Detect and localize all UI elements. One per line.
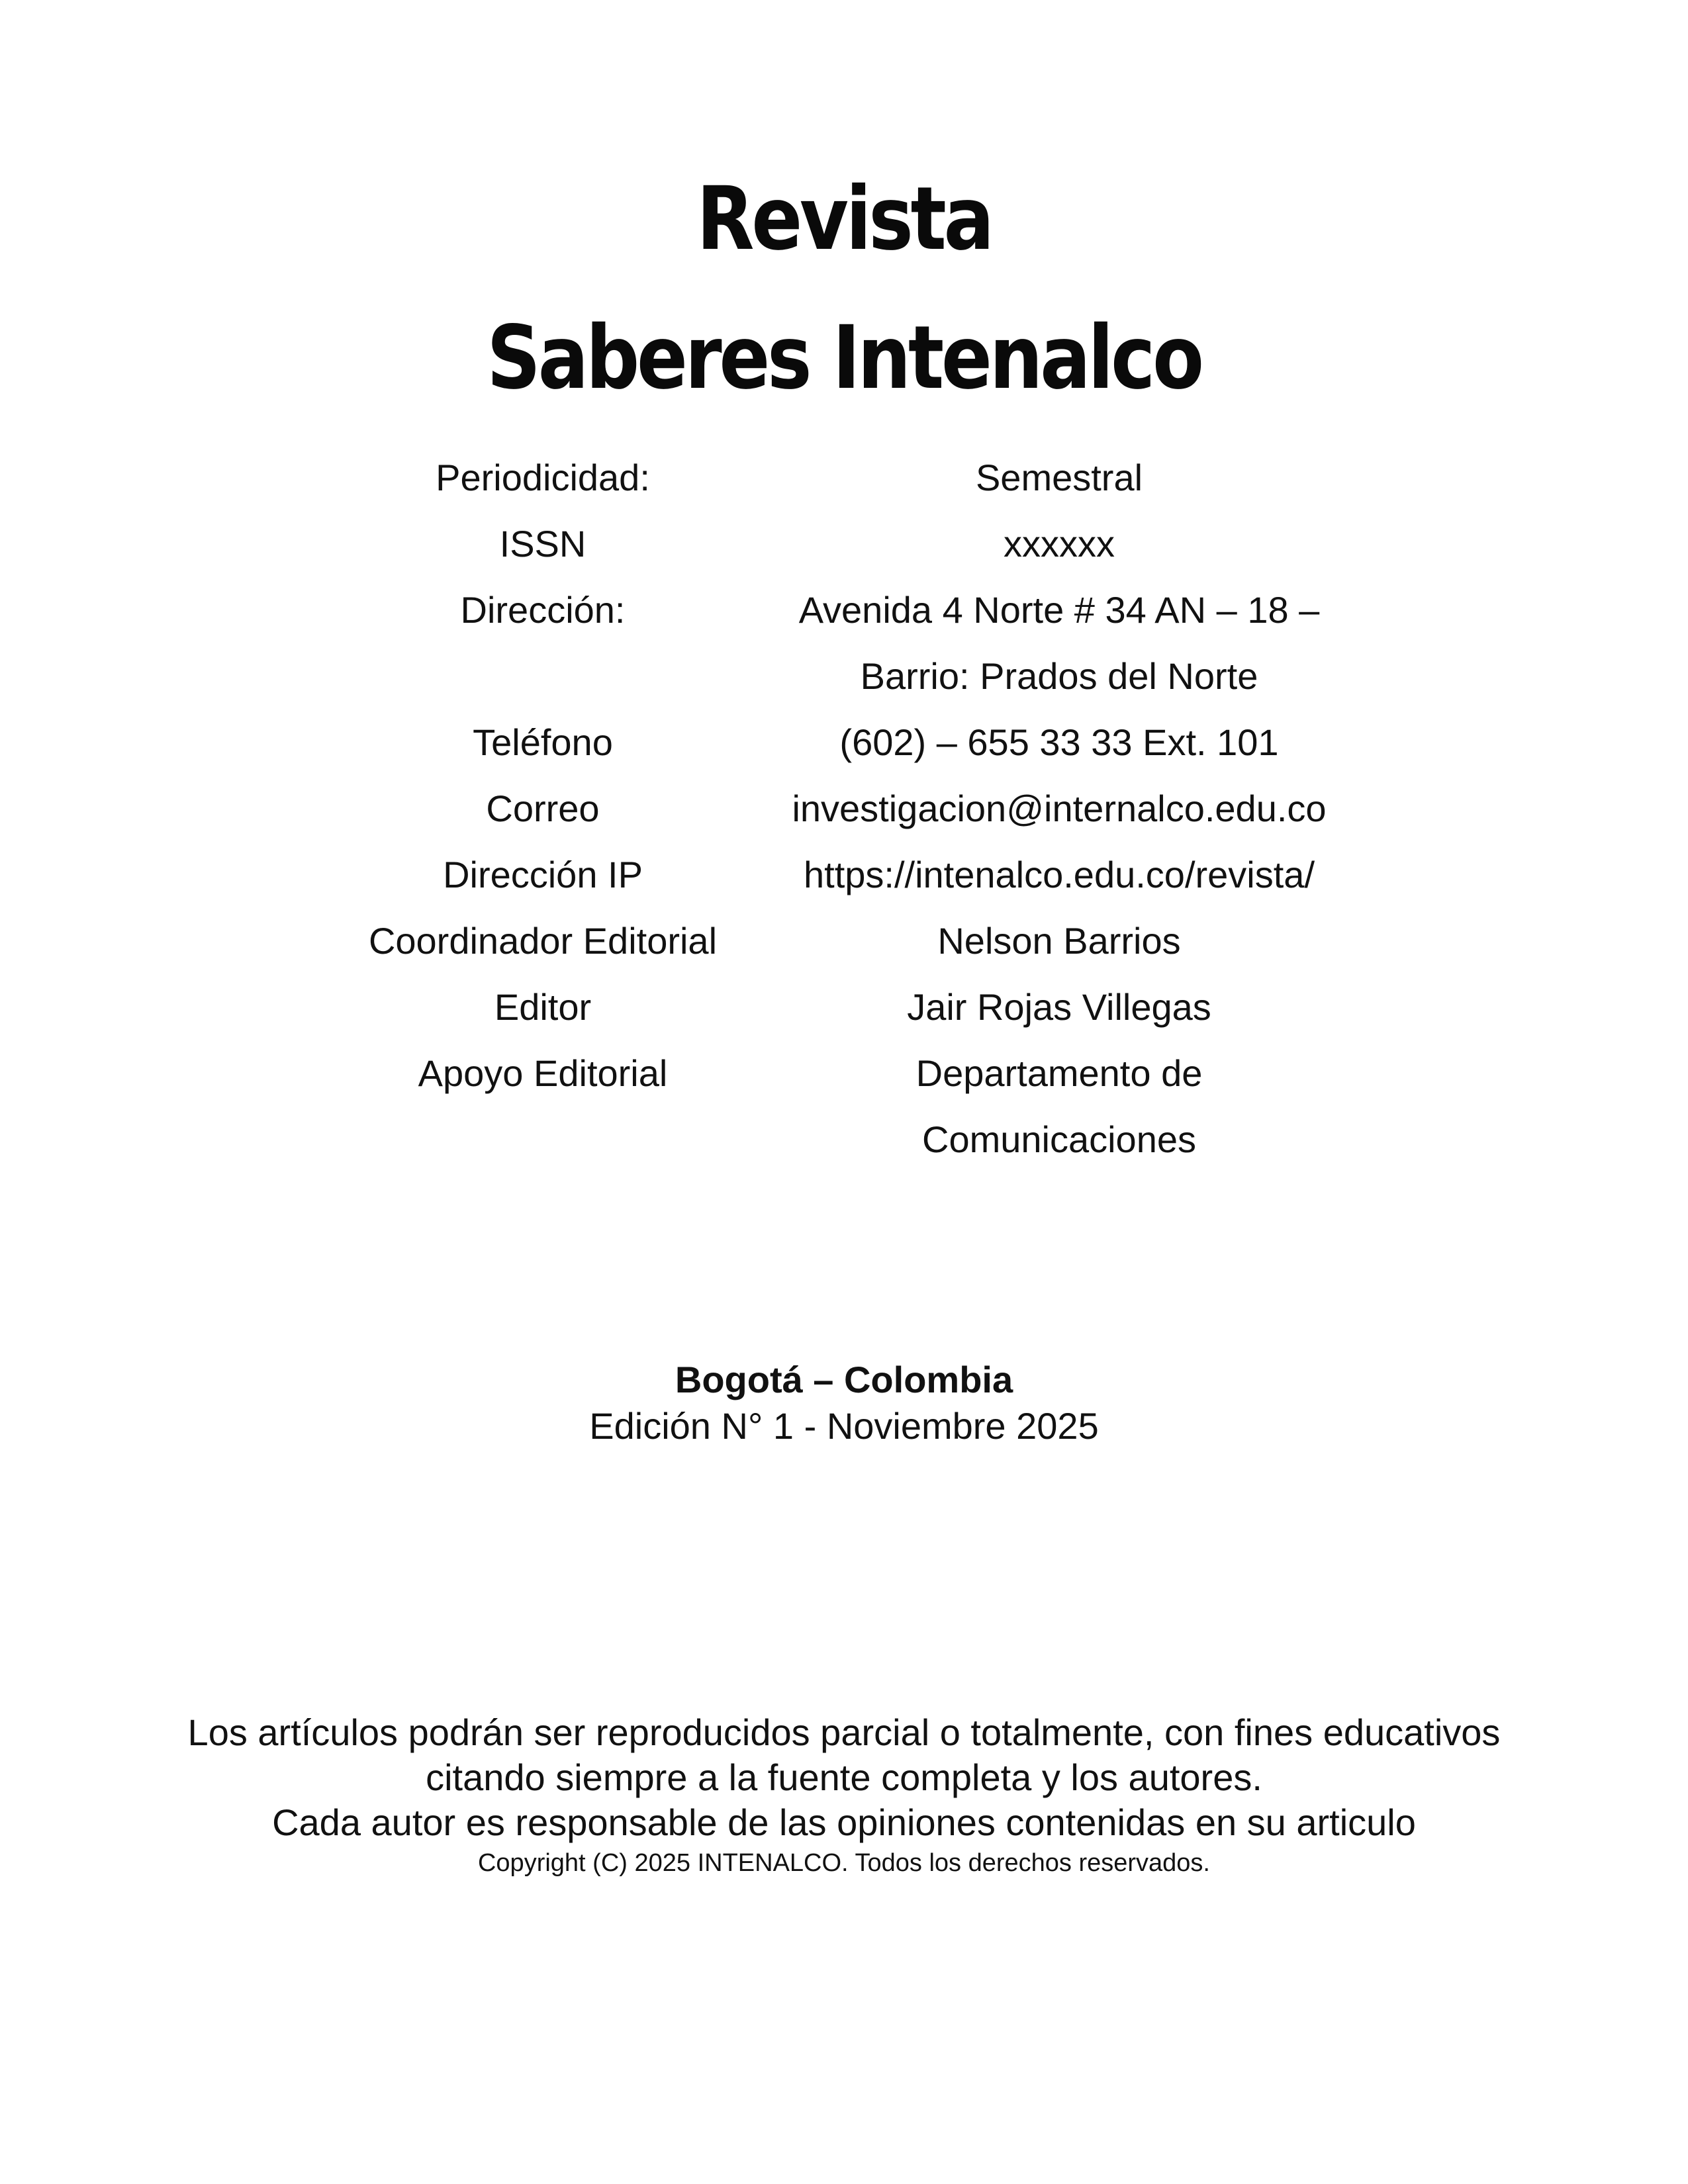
info-row-direccion-ip <box>0 842 1688 908</box>
info-label: ISSN <box>499 523 586 565</box>
info-label: Coordinador Editorial <box>368 920 718 962</box>
info-label: Periodicidad: <box>436 457 650 498</box>
info-label: Dirección IP <box>443 854 643 895</box>
info-row-telefono <box>0 709 1688 776</box>
info-value: Nelson Barrios <box>937 920 1181 962</box>
info-row-editor <box>0 974 1688 1040</box>
footer-notice-line-3: Cada autor es responsable de las opiniones contenidas en su articulo <box>272 1801 1416 1843</box>
info-row-apoyo <box>0 1040 1688 1107</box>
info-label: Editor <box>494 986 592 1028</box>
journal-title-line-2: Saberes Intenalco <box>487 307 1201 409</box>
info-value: Semestral <box>975 457 1143 498</box>
info-row-periodicidad <box>0 445 1688 511</box>
info-row-issn <box>0 511 1688 577</box>
info-row-direccion-cont <box>0 643 1688 709</box>
footer-notice-line-1: Los artículos podrán ser reproducidos parcial o totalmente, con fines educativos <box>187 1711 1501 1753</box>
info-value: (602) – 655 33 33 Ext. 101 <box>839 721 1279 763</box>
info-value: Barrio: Prados del Norte <box>860 655 1258 697</box>
info-label: Correo <box>486 788 600 829</box>
publication-place: Bogotá – Colombia <box>675 1359 1013 1400</box>
info-value: Jair Rojas Villegas <box>907 986 1211 1028</box>
info-value: Comunicaciones <box>922 1118 1196 1160</box>
copyright-notice: Copyright (C) 2025 INTENALCO. Todos los derechos reservados. <box>477 1849 1210 1877</box>
info-value: Departamento de <box>915 1052 1203 1094</box>
info-label: Apoyo Editorial <box>418 1052 668 1094</box>
info-value: Avenida 4 Norte # 34 AN – 18 – <box>798 589 1320 631</box>
journal-title-line-1: Revista <box>696 168 992 270</box>
info-value: xxxxxx <box>1004 523 1115 565</box>
info-value-email[interactable]: investigacion@internalco.edu.co <box>792 788 1327 829</box>
publication-edition: Edición N° 1 - Noviembre 2025 <box>589 1405 1099 1447</box>
info-row-correo <box>0 776 1688 842</box>
info-label: Dirección: <box>460 589 626 631</box>
info-row-direccion <box>0 577 1688 643</box>
info-row-coordinador <box>0 908 1688 974</box>
info-label: Teléfono <box>473 721 613 763</box>
info-value-url[interactable]: https://intenalco.edu.co/revista/ <box>804 854 1315 895</box>
footer-notice-line-2: citando siempre a la fuente completa y los autores. <box>426 1756 1262 1798</box>
info-row-apoyo-cont <box>0 1107 1688 1173</box>
